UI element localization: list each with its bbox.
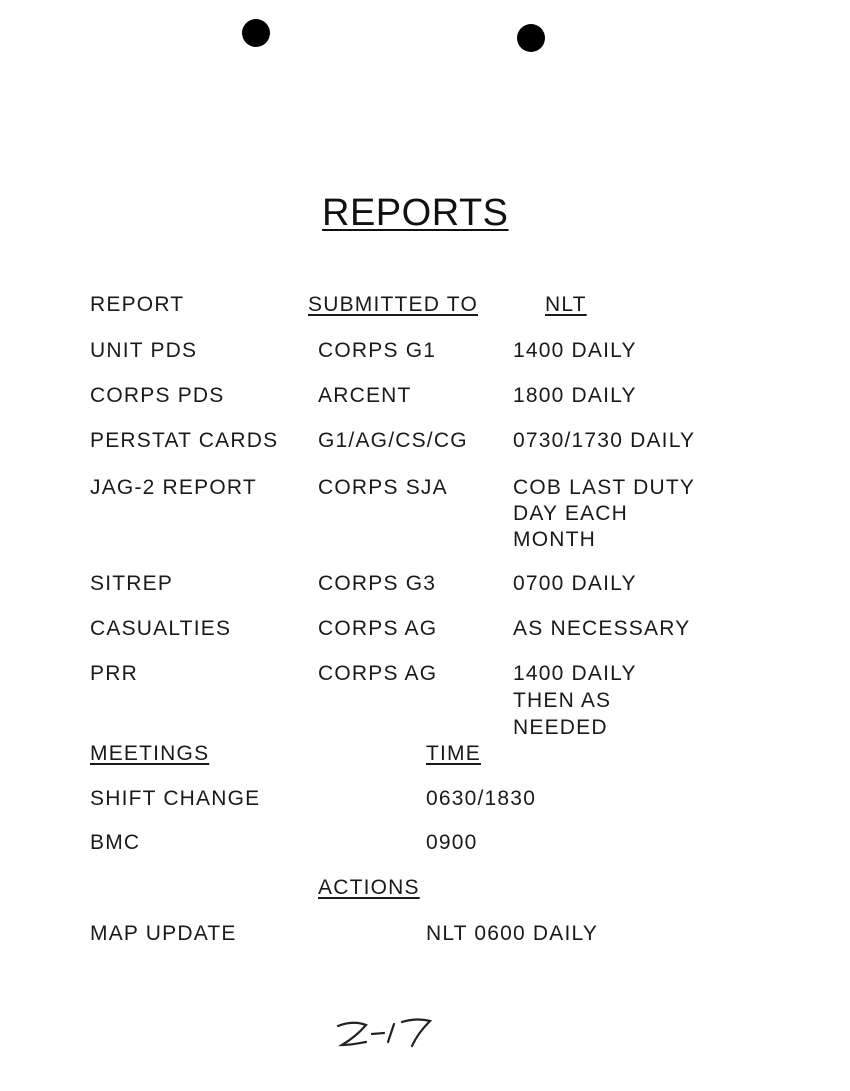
report-submitted-to: CORPS AG: [318, 617, 438, 640]
column-header-report: REPORT: [90, 293, 185, 316]
report-nlt: 1400 DAILY: [513, 662, 637, 685]
report-submitted-to: CORPS SJA: [318, 476, 448, 499]
action-time: NLT 0600 DAILY: [426, 922, 599, 945]
report-name: CORPS PDS: [90, 384, 225, 407]
report-nlt: 1800 DAILY: [513, 384, 637, 407]
action-name: MAP UPDATE: [90, 922, 237, 945]
report-nlt: 1400 DAILY: [513, 339, 637, 362]
column-header-nlt: NLT: [545, 293, 587, 316]
report-name: JAG-2 REPORT: [90, 476, 257, 499]
report-submitted-to: CORPS G1: [318, 339, 437, 362]
time-header: TIME: [426, 742, 481, 765]
report-submitted-to: G1/AG/CS/CG: [318, 429, 468, 452]
page-title: REPORTS: [322, 192, 509, 234]
report-nlt: 0730/1730 DAILY: [513, 429, 696, 452]
report-nlt: NEEDED: [513, 716, 608, 739]
report-name: UNIT PDS: [90, 339, 198, 362]
meeting-time: 0900: [426, 831, 478, 854]
report-nlt: AS NECESSARY: [513, 617, 691, 640]
report-name: SITREP: [90, 572, 174, 595]
report-submitted-to: ARCENT: [318, 384, 412, 407]
report-submitted-to: CORPS G3: [318, 572, 437, 595]
report-nlt: DAY EACH: [513, 502, 629, 525]
punch-hole: [242, 19, 270, 47]
report-nlt: COB LAST DUTY: [513, 476, 696, 499]
report-nlt: 0700 DAILY: [513, 572, 637, 595]
report-submitted-to: CORPS AG: [318, 662, 438, 685]
meeting-name: SHIFT CHANGE: [90, 787, 261, 810]
punch-hole: [517, 24, 545, 52]
actions-header: ACTIONS: [318, 876, 420, 899]
report-nlt: THEN AS: [513, 689, 612, 712]
meetings-header: MEETINGS: [90, 742, 210, 765]
meeting-time: 0630/1830: [426, 787, 537, 810]
column-header-submitted-to: SUBMITTED TO: [308, 293, 478, 316]
report-name: CASUALTIES: [90, 617, 232, 640]
report-name: PERSTAT CARDS: [90, 429, 279, 452]
meeting-name: BMC: [90, 831, 141, 854]
report-name: PRR: [90, 662, 138, 685]
handwritten-page-number: [330, 1012, 440, 1052]
report-nlt: MONTH: [513, 528, 596, 551]
